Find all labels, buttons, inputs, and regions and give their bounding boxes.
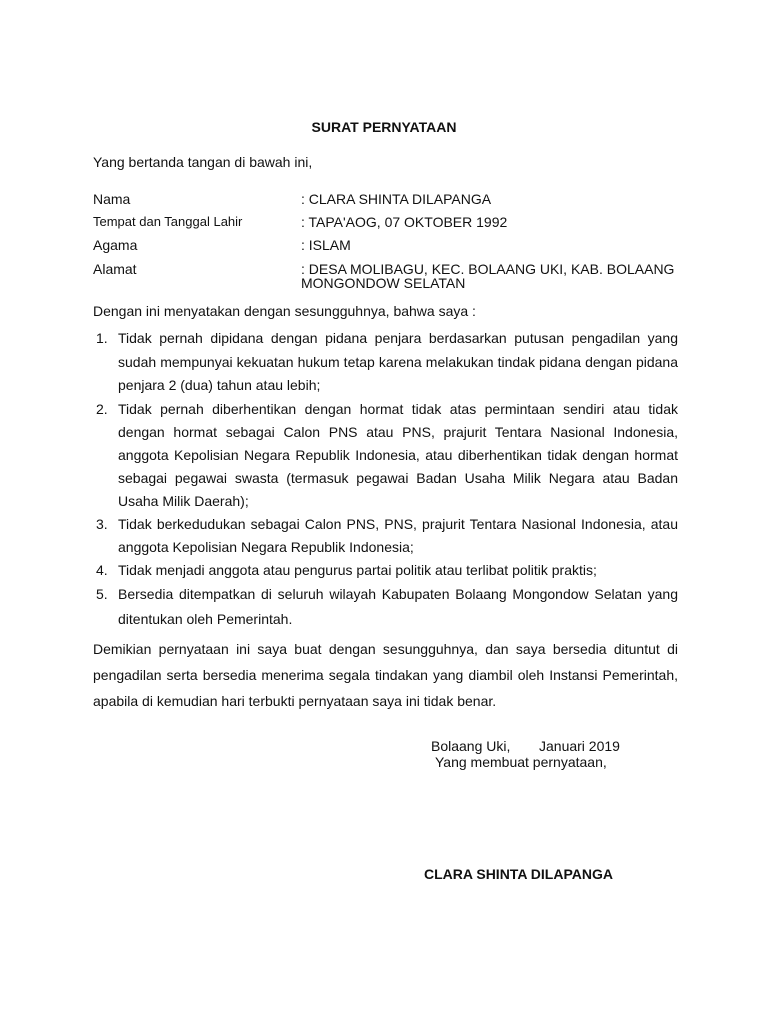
list-item-number: 1.	[96, 330, 108, 346]
list-item-number: 3.	[96, 515, 108, 532]
list-item-number: 2.	[96, 400, 108, 417]
list-item-text: Tidak menjadi anggota atau pengurus partai politik atau terlibat politik praktis;	[118, 561, 597, 578]
list-item	[93, 582, 678, 632]
statement-list	[93, 327, 678, 632]
field-label-ttl: Tempat dan Tanggal Lahir	[93, 214, 243, 229]
field-value-agama: : ISLAM	[301, 237, 351, 253]
list-item-number: 5.	[96, 585, 108, 602]
list-item	[93, 513, 678, 559]
field-value-nama: : CLARA SHINTA DILAPANGA	[301, 191, 492, 207]
list-item-number: 4.	[96, 561, 108, 578]
signer-caption: Yang membuat pernyataan,	[435, 754, 607, 770]
signer-name: CLARA SHINTA DILAPANGA	[424, 866, 613, 882]
list-item-text: Tidak pernah dipidana dengan pidana penjara berdasarkan putusan pengadilan yang sudah mempunyai kekuatan hukum tetap karena melakukan tindak pidana dengan pidana penjara 2 (dua) tahun atau lebih;	[118, 330, 678, 393]
field-value-ttl: : TAPA'AOG, 07 OKTOBER 1992	[301, 214, 508, 230]
field-value-alamat-line2: MONGONDOW SELATAN	[301, 275, 466, 291]
list-item-text: Tidak berkedudukan sebagai Calon PNS, PNS, prajurit Tentara Nasional Indonesia, atau anggota Kepolisian Negara Republik Indonesia;	[118, 515, 678, 555]
statement-intro: Dengan ini menyatakan dengan sesungguhnya, bahwa saya :	[93, 303, 476, 319]
list-item	[93, 327, 678, 398]
list-item-text: Bersedia ditempatkan di seluruh wilayah Kabupaten Bolaang Mongondow Selatan yang ditentukan oleh Pemerintah.	[118, 585, 678, 627]
list-item-text: Tidak pernah diberhentikan dengan hormat tidak atas permintaan sendiri atau tidak dengan hormat sebagai Calon PNS atau PNS, prajurit Tentara Nasional Indonesia, anggota Kepolisian Negara Republik Indonesia, atau diberhentikan tidak dengan hormat sebagai pegawai swasta (termasuk pegawai Badan Usaha Milik Negara atau Badan Usaha Milik Daerah);	[118, 400, 678, 509]
field-label-agama: Agama	[93, 237, 138, 253]
field-label-alamat: Alamat	[93, 261, 137, 277]
closing-paragraph: Demikian pernyataan ini saya buat dengan sesungguhnya, dan saya bersedia dituntut di pengadilan serta bersedia menerima segala tindakan yang diambil oleh Instansi Pemerintah, apabila di kemudian hari terbukti pernyataan saya ini tidak benar.	[93, 641, 678, 709]
field-value-alamat: : DESA MOLIBAGU, KEC. BOLAANG UKI, KAB. BOLAANG	[301, 261, 675, 277]
list-item	[93, 559, 678, 582]
signing-place: Bolaang Uki,	[431, 738, 511, 754]
list-item	[93, 398, 678, 513]
intro-text: Yang bertanda tangan di bawah ini,	[93, 154, 313, 170]
signing-date: Januari 2019	[539, 738, 620, 754]
field-label-nama: Nama	[93, 191, 131, 207]
document-title: SURAT PERNYATAAN	[311, 119, 457, 135]
